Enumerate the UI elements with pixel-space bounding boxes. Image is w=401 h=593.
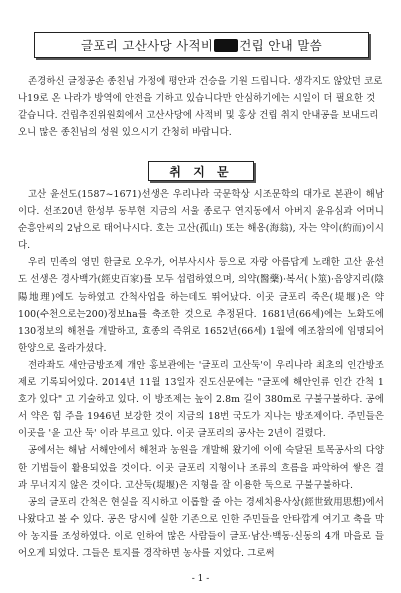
redacted-block	[214, 39, 238, 52]
body-paragraph: 우리 민족의 영민 한글로 오우가, 어부사시사 등으로 자랑 아름답게 노래한 고산 윤선도 선생은 경사백가(經史百家)를 모두 섭렵하였으며, 의약(醫藥)·복서(卜筮)·음양지리(陰陽地理)에도 능하였고 간척사업을 하는데도 뛰어났다. 이곳 글포리 죽은(堤堰)은 약100(수천으로는200)정보ha를 축조한 것으로 추정된다. 1681년(66세)에는 노화도에 130정보의 해천을 개발하고, 효종의 즉위로 1652년(66세) 1월에 예조참의에 임명되어 한양으로 올라가셨다.	[18, 257, 384, 354]
page-title	[34, 32, 369, 58]
body-paragraph: 고산 윤선도(1587~1671)선생은 우리나라 국문학상 시조문학의 대가로 본관이 해남이다. 선조20년 한성부 동부현 지금의 서울 종로구 연지동에서 아버지 윤유심과 어머니 순흥안씨의 2남으로 태어나시다. 호는 고산(孤山) 또는 해옹(海翁), 자는 약이(約而)이시다.	[18, 189, 384, 252]
section-title: 취 지 문	[148, 161, 254, 181]
body-paragraph: 공의 글포리 간척은 현실을 직시하고 이롭할 줄 아는 경세치용사상(經世致用思想)에서 나왔다고 볼 수 있다. 공은 당시에 실한 기존으로 인한 주민들을 안타깝게 여기고 축을 막아 농지를 조성하였다. 이로 인하여 많은 사람들이 글포·남산·백동·신동의 4개 마을로 들어오게 되었다. 그들은 토지를 경작하면 농사를 지었다. 그로써	[18, 496, 384, 559]
body-paragraph: 공에서는 해남 서해안에서 해천과 농원을 개발해 왔기에 이에 숙달된 토목공사의 다양한 기법들이 활용되었을 것이다. 이곳 글포리 지형이나 조류의 흐름을 파악하여 쌓은 결과 무너지지 않은 것이다. 고산둑(堤堰)은 지형을 잘 이용한 둑으로 구불구불하다.	[18, 445, 384, 491]
title-suffix: 건립 안내 말씀	[239, 38, 323, 53]
title-prefix: 글포리 고산사당 사적비	[80, 38, 214, 53]
greeting-section	[18, 73, 384, 141]
body-section	[18, 186, 384, 562]
page-number: - 1 -	[191, 574, 210, 584]
body-paragraph: 전라좌도 새안금방조제 개안 홍보관에는 '글포리 고산둑'이 우리나라 최초의 인간방조제로 기록되어있다. 2014년 11월 13일자 진도신문에는 "글포에 해안인류 인간 간척 1호가 있다" 고 기술하고 있다. 이 방조제는 높이 2.8m 길이 380m로 구불구불하다. 공에서 약은 힘 주을 1946년 보강한 것이 지금의 18번 국도가 지나는 방조제이다. 주민들은 이곳을 '윤 고산 둑' 이라 부르고 있다. 이곳 글포리의 공사는 2년이 걸렸다.	[18, 359, 384, 440]
greeting-paragraph: 존경하신 글정공손 종친님 가정에 평안과 건승을 기원 드립니다. 생각지도 않았던 코로나19로 온 나라가 방역에 안전을 기하고 있습니다만 안심하기에는 시일이 더 필요한 것 같습니다. 건립추진위원회에서 고산사당에 사적비 및 홍상 건립 취지 안내공을 보내드리오니 많은 종친님의 성원 있으시기 간청히 바랍니다.	[18, 76, 383, 138]
